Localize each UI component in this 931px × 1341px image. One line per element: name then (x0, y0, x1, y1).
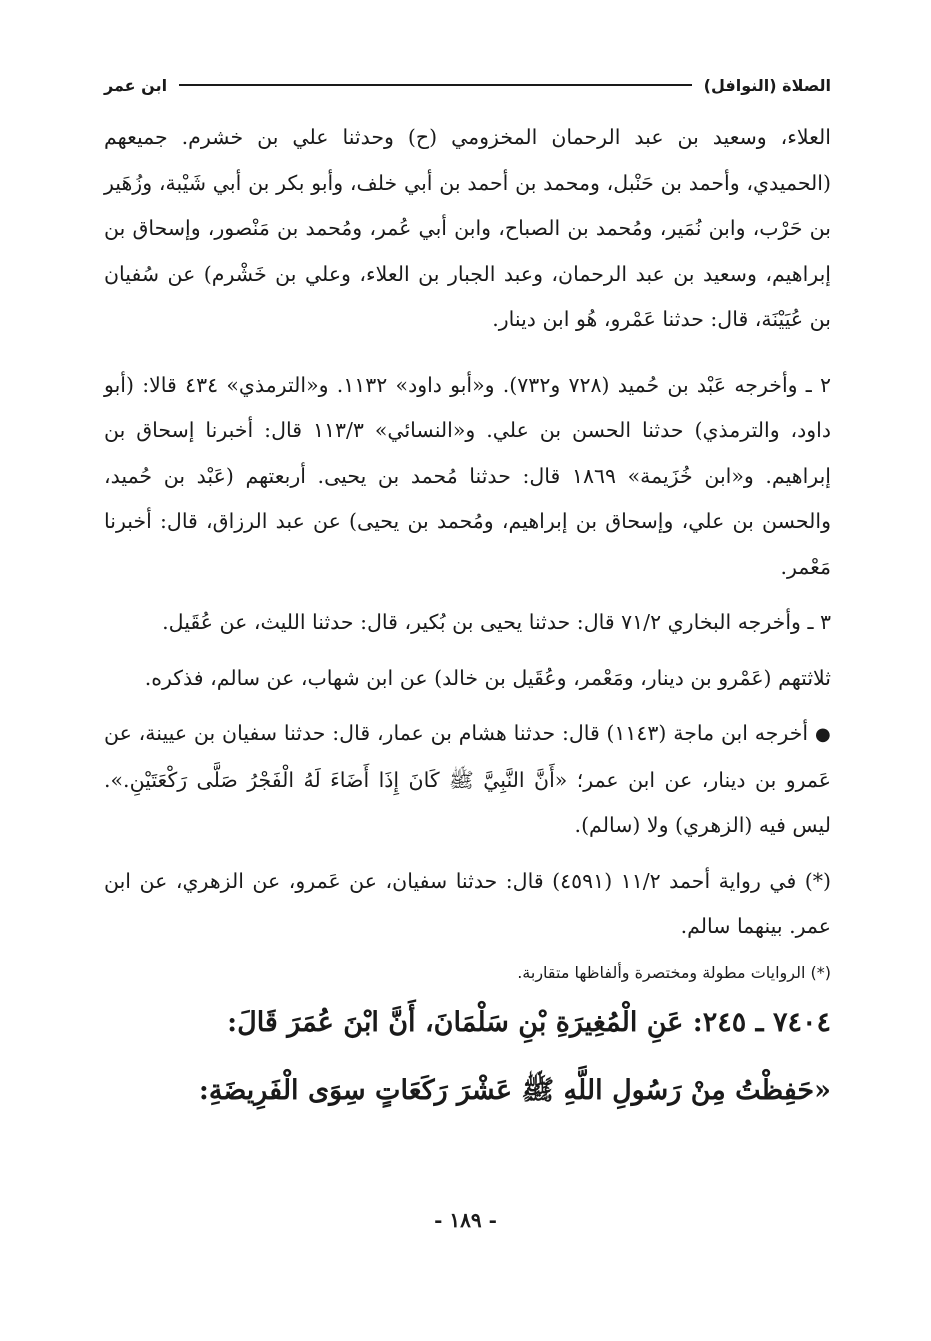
bullet-icon: ● (814, 724, 831, 745)
paragraph: ثلاثتهم (عَمْرو بن دينار، ومَعْمر، وعُقَيل بن خالد) عن ابن شهاب، عن سالم، فذكره. (144, 665, 831, 690)
header-rule (179, 84, 692, 86)
footnote: (*) الروايات مطولة ومختصرة وألفاظها متقاربة. (517, 962, 831, 982)
paragraph-with-bullet (104, 711, 831, 849)
paragraph: ٢ ـ وأخرجه عَبْد بن حُميد (٧٢٨ و٧٣٢). و«أبو داود» ١١٣٢. و«الترمذي» ٤٣٤ قالا: (أبو داود، والترمذي) حدثنا الحسن بن علي. و«النسائي» ١١٣/٣ قال: أخبرنا إسحاق بن إبراهيم. و«ابن خُزَيمة» ١٨٦٩ قال: حدثنا مُحمد بن يحيى. أربعتهم (عَبْد بن حُميد، والحسن بن علي، وإسحاق بن إبراهيم، ومُحمد بن يحيى) عن عبد الرزاق، قال: أخبرنا مَعْمر. (104, 372, 832, 579)
paragraph: ٣ ـ وأخرجه البخاري ٧١/٢ قال: حدثنا يحيى بن بُكير، قال: حدثنا الليث، عن عُقَيل. (162, 610, 831, 634)
paragraph: العلاء، وسعيد بن عبد الرحمان المخزومي (ح) وحدثنا علي بن خشرم. جميعهم (الحميدي، وأحمد بن حَنْبل، ومحمد بن أحمد بن أبي خلف، وأبو بكر بن أبي شَيْبة، وزُهَير بن حَرْب، وابن نُمَير، ومُحمد بن الصباح، وابن أبي عُمر، ومُحمد بن مَنْصور، وإسحاق بن إبراهيم، وسعيد بن عبد الرحمان، وعبد الجبار بن العلاء، وعلي بن خَشْرم) عن سُفيان بن عُيَيْنَة، قال: حدثنا عَمْرو، هُو ابن دينار. (104, 125, 831, 331)
page-body (104, 115, 831, 1122)
chapter-title: الصلاة (النوافل) (703, 75, 831, 95)
hadith-heading: ٧٤٠٤ ـ ٢٤٥: عَنِ الْمُغِيرَةِ بْنِ سَلْمَانَ، أَنَّ ابْنَ عُمَرَ قَالَ: (227, 1006, 831, 1038)
section-title: ابن عمر (104, 75, 168, 95)
hadith-text: «حَفِظْتُ مِنْ رَسُولِ اللَّهِ ﷺ عَشْرَ رَكَعَاتٍ سِوَى الْفَرِيضَةِ: (198, 1074, 831, 1106)
running-header (104, 70, 831, 100)
page-number: - ١٨٩ - (434, 1208, 497, 1232)
paragraph: (*) في رواية أحمد ١١/٢ (٤٥٩١) قال: حدثنا سفيان، عن عَمرو، عن الزهري، عن ابن عمر. بينهما سالم. (104, 868, 832, 938)
paragraph-text: أخرجه ابن ماجة (١١٤٣) قال: حدثنا هشام بن عمار، قال: حدثنا سفيان بن عيينة، عن عَمرو بن دينار، عن ابن عمر؛ «أَنَّ النَّبِيَّ ﷺ كَانَ إِذَا أَضَاءَ لَهُ الْفَجْرُ صَلَّى رَكْعَتَيْنِ.». ليس فيه (الزهري) ولا (سالم). (104, 721, 831, 837)
